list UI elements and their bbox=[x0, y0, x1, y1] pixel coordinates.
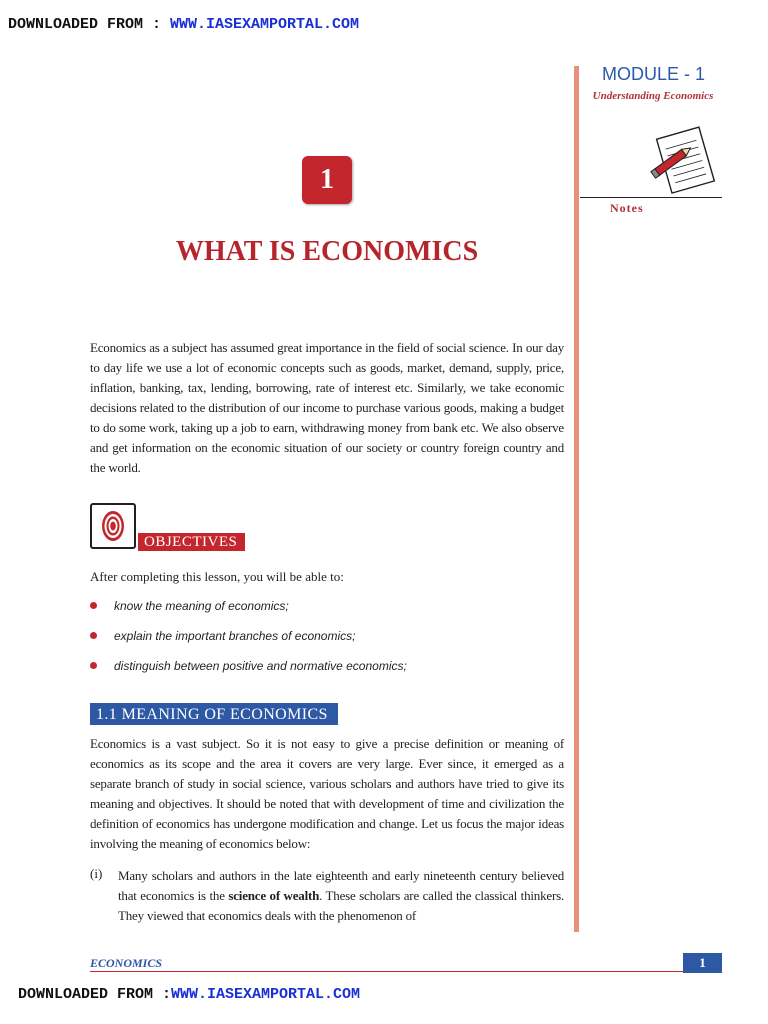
objective-text: explain the important branches of economics; bbox=[114, 629, 356, 643]
footer-subject-label: ECONOMICS bbox=[90, 956, 163, 970]
intro-paragraph: Economics as a subject has assumed great importance in the field of social science. In our day to day life we use a lot of economic concepts such as goods, market, demand, supply, price, inflation, banking, tax, lending, borrowing, rate of interest etc. Similarly, we take economic decisions related to the distribution of our income to purchase various goods, making a budget to do some work, taking up a job to earn, withdrawing money from bank etc. We also observe and get information on the economic situation of our society or country foreign country and the world. bbox=[90, 340, 564, 475]
download-prefix: DOWNLOADED FROM : bbox=[8, 16, 171, 33]
download-prefix: DOWNLOADED FROM : bbox=[18, 986, 172, 1003]
module-subtitle: Understanding Economics bbox=[592, 90, 714, 102]
list-item bbox=[90, 598, 564, 628]
chapter-title: WHAT IS ECONOMICS bbox=[175, 236, 479, 267]
section-heading: 1.1 MEANING OF ECONOMICS bbox=[90, 703, 338, 725]
footer-rule bbox=[90, 971, 722, 972]
list-item bbox=[90, 658, 564, 688]
item-paragraph bbox=[118, 866, 564, 926]
objectives-heading: OBJECTIVES bbox=[138, 533, 245, 551]
bullet-icon bbox=[90, 602, 97, 609]
chapter-number-badge: 1 bbox=[302, 156, 352, 204]
objectives-list bbox=[90, 598, 564, 688]
bullet-icon bbox=[90, 662, 97, 669]
objective-text: know the meaning of economics; bbox=[114, 599, 289, 613]
module-label: MODULE - 1 bbox=[602, 64, 706, 84]
item-bold-term: science of wealth bbox=[228, 888, 320, 903]
bullet-icon bbox=[90, 632, 97, 639]
margin-divider bbox=[574, 66, 579, 932]
download-url-link[interactable]: WWW.IASEXAMPORTAL.COM bbox=[171, 986, 361, 1003]
objective-text: distinguish between positive and normative economics; bbox=[114, 659, 407, 673]
download-header bbox=[8, 16, 359, 33]
objectives-lead: After completing this lesson, you will be able to: bbox=[90, 569, 344, 584]
item-text-before: Many scholars and authors in the late eighteenth and early nineteenth century believed that economics is the bbox=[118, 868, 564, 903]
item-text-after: . These scholars are called the classical thinkers. They viewed that economics deals with the phenomenon of bbox=[118, 888, 564, 923]
notes-label: Notes bbox=[610, 201, 644, 215]
list-item bbox=[90, 628, 564, 658]
target-icon bbox=[90, 503, 136, 549]
item-number: (i) bbox=[90, 866, 103, 881]
meaning-paragraph: Economics is a vast subject. So it is not easy to give a precise definition or meaning of economics as its scope and the area it covers are very large. Ever since, it emerged as a separate branch of study in social science, various scholars and authors have tried to give its meaning and objectives. It should be noted that with development of time and civilization the definition of economics has undergone modification and change. Let us focus the major ideas involving the meaning of economics below: bbox=[90, 736, 564, 851]
notes-rule bbox=[580, 197, 722, 198]
download-footer bbox=[18, 986, 360, 1003]
page-number: 1 bbox=[683, 953, 722, 973]
notepad-pencil-icon bbox=[648, 124, 718, 203]
download-url-link[interactable]: WWW.IASEXAMPORTAL.COM bbox=[170, 16, 360, 33]
